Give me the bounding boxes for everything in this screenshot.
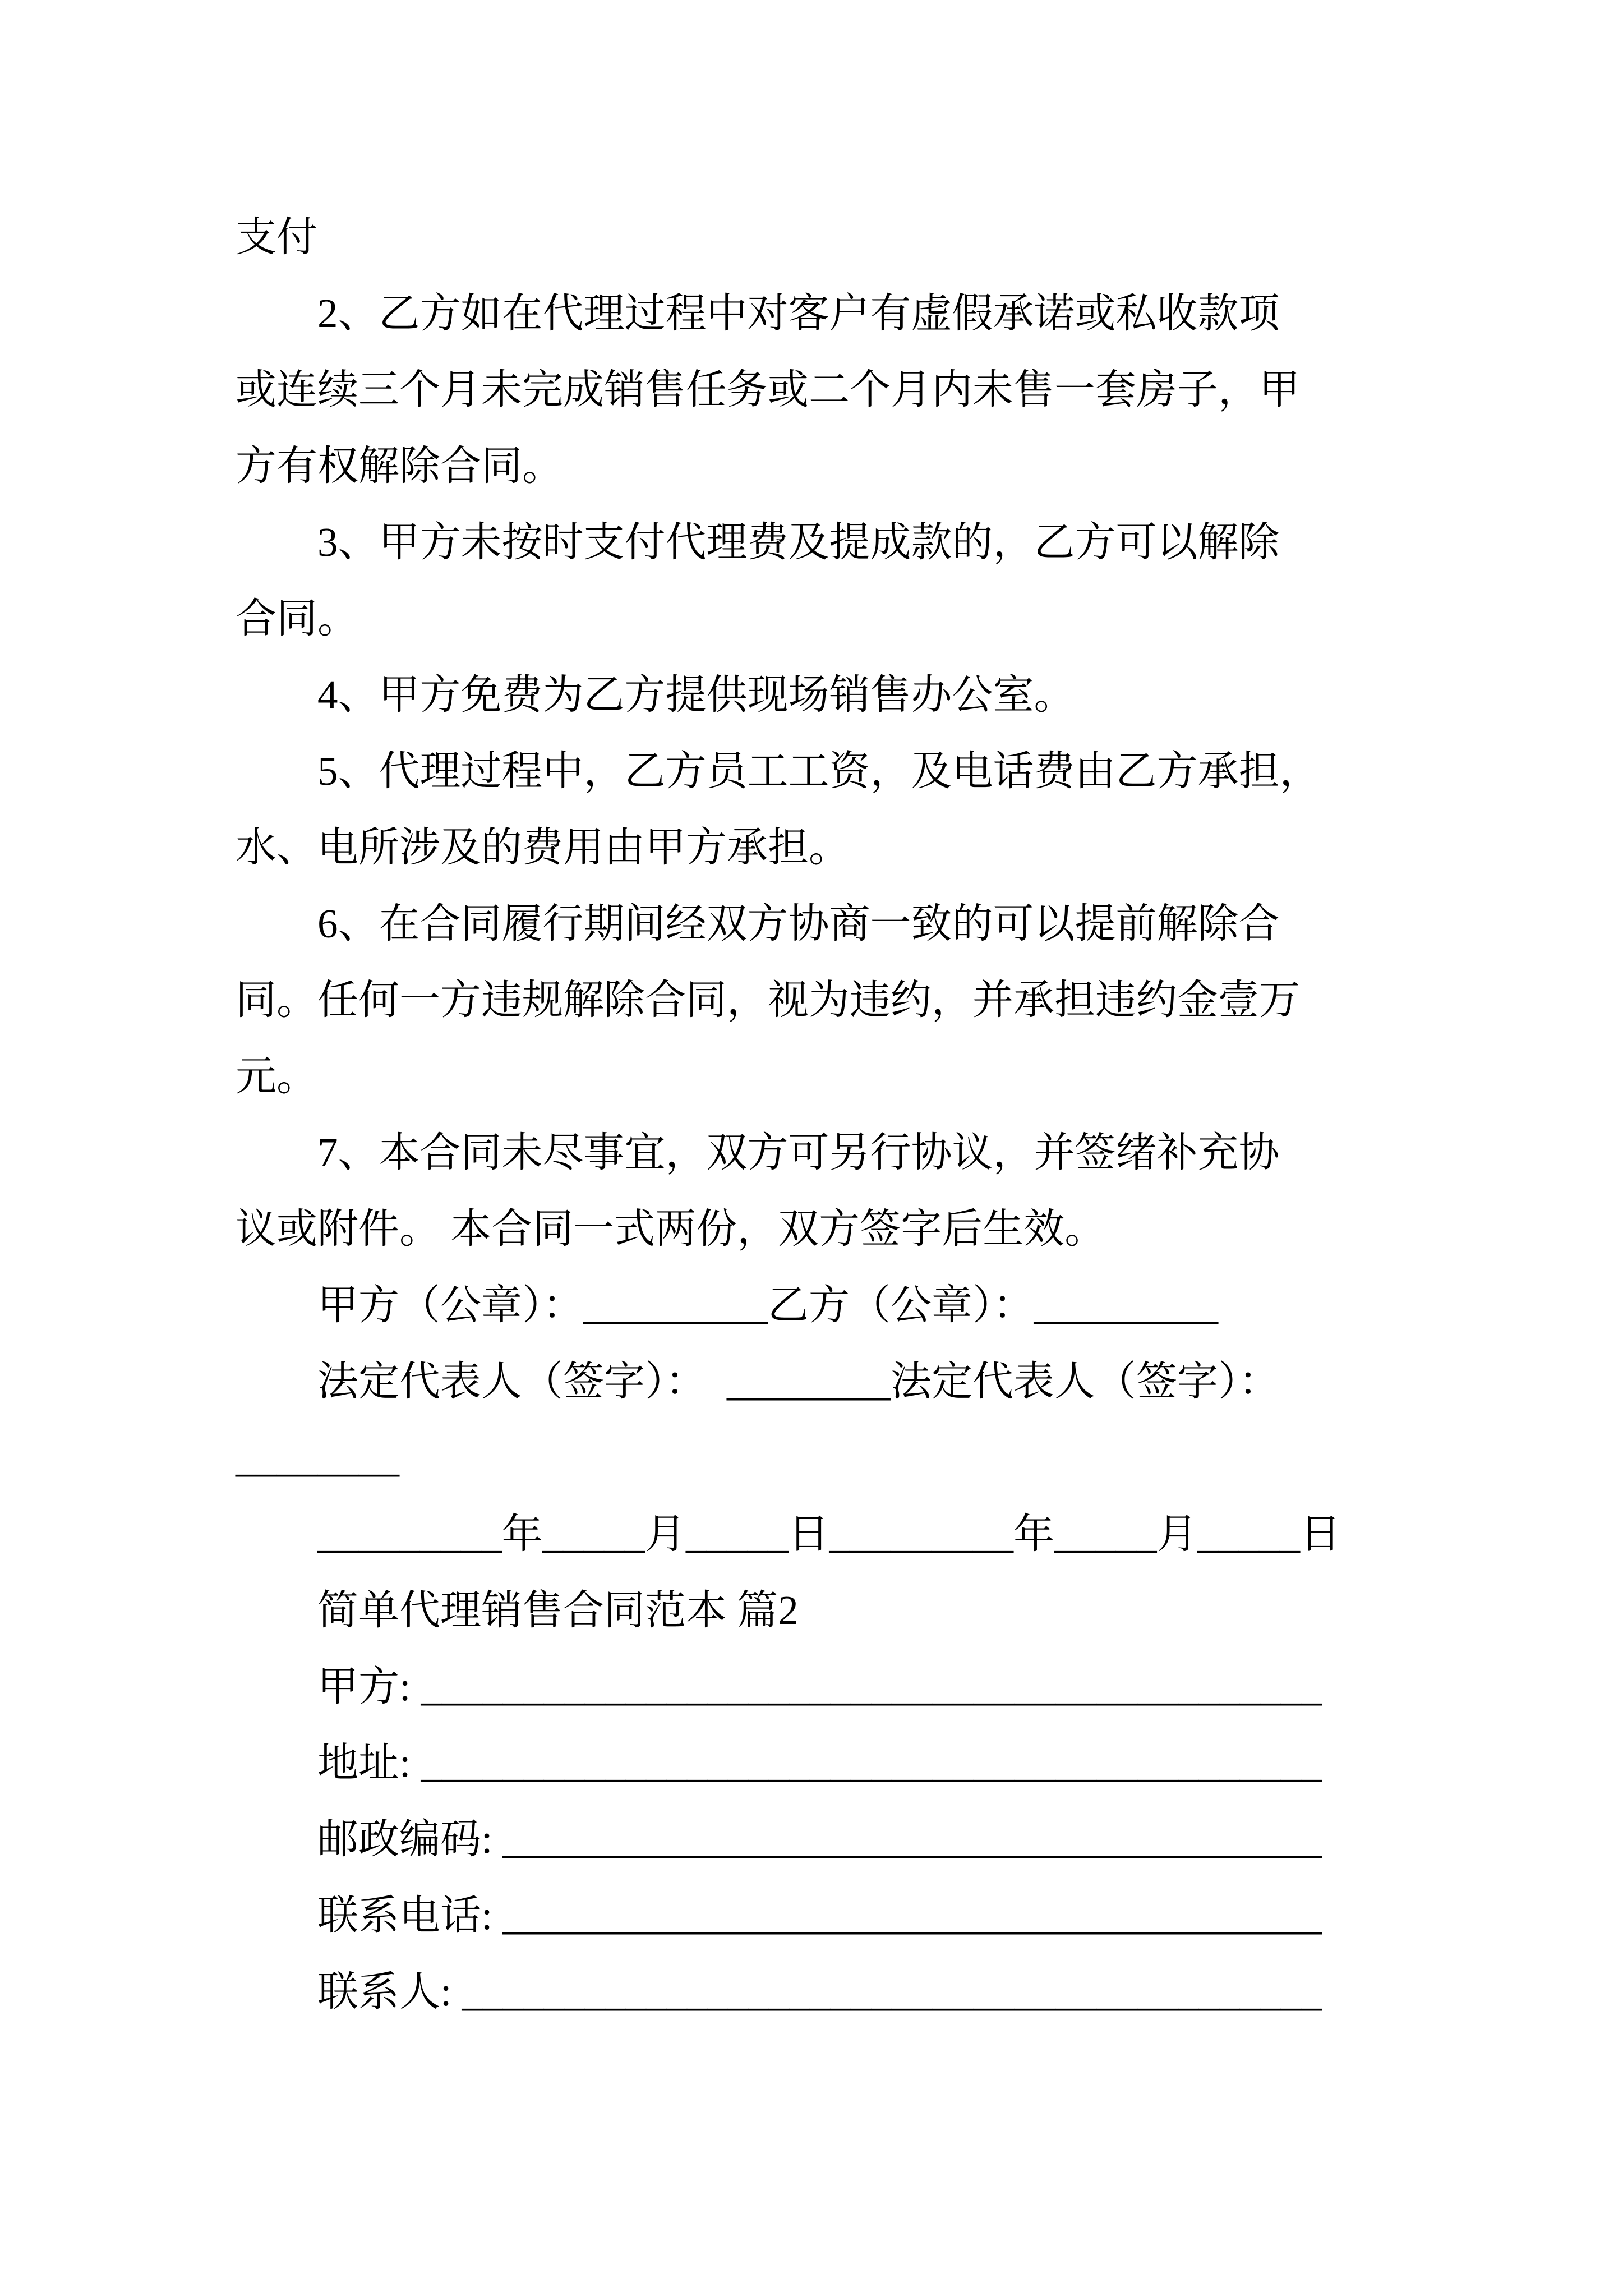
text-line-seal-signature: 甲方（公章）：_________乙方（公章）：_________ bbox=[317, 1282, 1218, 1328]
text-line-clause-6-cont-1: 同。任何一方违规解除合同，视为违约，并承担违约金壹万 bbox=[236, 977, 1300, 1023]
text-line-blank-underscore: ________ bbox=[236, 1435, 399, 1480]
text-line-contact-blank: 联系人: __________________________________________ bbox=[317, 1969, 1322, 2014]
text-line-phone-blank: 联系电话: ________________________________________ bbox=[317, 1893, 1322, 1938]
text-line-clause-5: 5、代理过程中，乙方员工工资，及电话费由乙方承担， bbox=[317, 748, 1321, 794]
text-line-clause-3: 3、甲方未按时支付代理费及提成款的，乙方可以解除 bbox=[317, 519, 1280, 565]
text-line-clause-6: 6、在合同履行期间经双方协商一致的可以提前解除合 bbox=[317, 901, 1280, 946]
contract-text-block bbox=[236, 199, 1391, 2030]
text-line-legal-rep: 法定代表人（签字）： ________法定代表人（签字）： bbox=[317, 1359, 1280, 1404]
text-line-party-a-blank: 甲方: ____________________________________________ bbox=[317, 1664, 1322, 1709]
text-line-payment: 支付 bbox=[236, 214, 317, 260]
text-line-clause-2-cont-1: 或连续三个月未完成销售任务或二个月内未售一套房子，甲 bbox=[236, 367, 1300, 412]
text-line-clause-5-cont: 水、电所涉及的费用由甲方承担。 bbox=[236, 825, 850, 870]
text-line-clause-6-cont-2: 元。 bbox=[236, 1053, 317, 1099]
text-line-clause-2-cont-2: 方有权解除合同。 bbox=[236, 443, 563, 489]
text-line-clause-3-cont: 合同。 bbox=[236, 596, 358, 641]
text-line-address-blank: 地址: ____________________________________________ bbox=[317, 1740, 1322, 1786]
text-line-postcode-blank: 邮政编码: ________________________________________ bbox=[317, 1816, 1322, 1862]
text-line-date-blanks: _________年_____月_____日_________年_____月_____日 bbox=[317, 1511, 1341, 1557]
text-line-clause-4: 4、甲方免费为乙方提供现场销售办公室。 bbox=[317, 672, 1075, 717]
text-line-clause-7: 7、本合同未尽事宜，双方可另行协议，并签绪补充协 bbox=[317, 1130, 1280, 1175]
text-line-clause-2: 2、乙方如在代理过程中对客户有虚假承诺或私收款项 bbox=[317, 291, 1280, 336]
text-line-clause-7-cont: 议或附件。 本合同一式两份，双方签字后生效。 bbox=[236, 1206, 1106, 1251]
text-line-section-2-title: 简单代理销售合同范本 篇2 bbox=[317, 1588, 799, 1633]
